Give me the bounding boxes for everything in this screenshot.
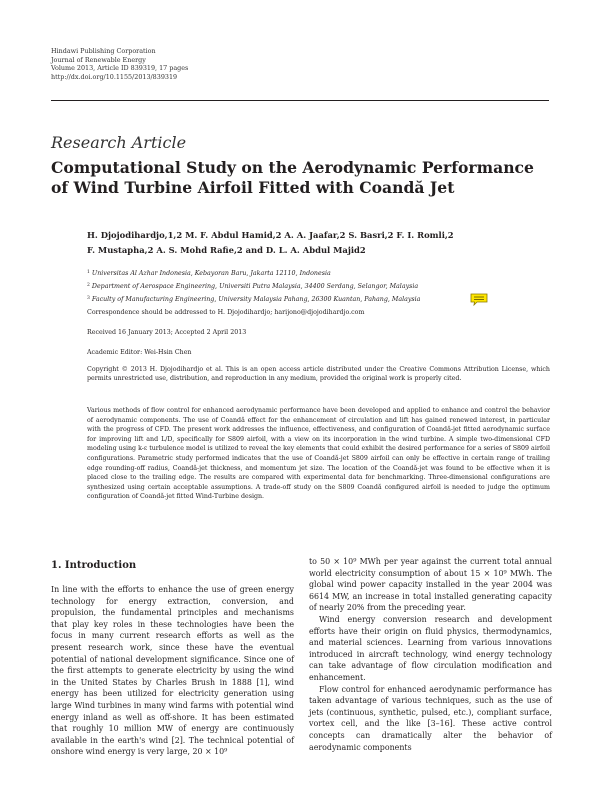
paragraph: In line with the efforts to enhance the use of green energy technology for energy extraction, conversion, and propulsion, the fundamental principles and mechanisms that play key roles in these technologies have been the focus in many current research efforts as well as the present research work, since these have the eventual potential of national development significance. Since one of the first attempts to generate electricity by using the wind in the United States by Charles Brush in 1888 [1], wind energy has been utilized for electricity generation using large Wind turbines in many wind farms with potential wind energy inland as well as off-shore. It has been estimated that roughly 10 million MW of energy are continuously available in the earth's wind [2]. The technical potential of onshore wind energy is very large, 20 × 10⁹ (51, 585, 294, 757)
paragraph: to 50 × 10⁹ MWh per year against the current total annual world electricity consumption of about 15 × 10⁹ MWh. The global wind power capacity installed in the year 2004 was 6614 MW, an increase in total installed generating capacity of nearly 20% from the preceding year. (309, 557, 552, 613)
paragraph: Wind energy conversion research and development efforts have their origin on fluid physics, thermodynamics, and material sciences. Learning from various innovations introduced in aircraft technology, wind energy technology can take advantage of flow circulation modification and enhancement. (309, 614, 552, 682)
received-date: Received 16 January 2013; Accepted 2 April 2013 (87, 329, 247, 336)
comment-annotation-icon[interactable] (470, 293, 488, 306)
body-column-right (309, 556, 552, 753)
header-divider (51, 100, 549, 101)
affiliation-item: $^1$ Universitas Al Azhar Indonesia, Kebayoran Baru, Jakarta 12110, Indonesia (87, 270, 331, 277)
academic-editor: Academic Editor: Wei-Hsin Chen (87, 349, 192, 356)
doi-link[interactable]: http://dx.doi.org/10.1155/2013/839319 (51, 72, 178, 81)
journal-masthead (51, 47, 188, 81)
article-type: Research Article (51, 133, 187, 152)
abstract: Various methods of flow control for enhanced aerodynamic performance have been developed and applied to enhance and control the behavior of aerodynamic components. The use of Coandă effect for the enhancement of circulation and lift has gained renewed interest, in particular with the progress of CFD. The present work addresses the influence, effectiveness, and configuration of Coandă-jet fitted aerodynamic surface for improving lift and L/D, specifically for S809 airfoil, with a view on its incorporation in the wind turbine. A simple two-dimensional CFD modeling using k-ε turbulence model is utilized to reveal the key elements that could exhibit the desired performance for a series of S809 airfoil configurations. Parametric study performed indicates that the use of Coandă-jet S809 airfoil can only be effective in certain range of trailing edge rounding-off radius, Coandă-jet thickness, and momentum jet size. The location of the Coandă-jet was found to be effective when it is placed close to the trailing edge. The results are compared with experimental data for benchmarking. Three-dimensional configurations are synthesized using certain acceptable assumptions. A trade-off study on the S809 Coandă configured airfoil is needed to judge the optimum configuration of Coandă-jet fitted Wind-Turbine design. (87, 407, 550, 501)
paper-title: Computational Study on the Aerodynamic Performance of Wind Turbine Airfoil Fitted with Coandă Jet (51, 158, 534, 197)
correspondence: Correspondence should be addressed to H. Djojodihardjo; harijono@djojodihardjo.com (87, 309, 365, 316)
affiliation-item: $^3$ Faculty of Manufacturing Engineering, University Malaysia Pahang, 26300 Kuantan, Pahang, Malaysia (87, 296, 421, 303)
publisher-name: Hindawi Publishing Corporation (51, 47, 156, 55)
author-line-2: F. Mustapha,2 A. S. Mohd Rafie,2 and D. L. A. Abdul Majid2 (87, 245, 366, 255)
paragraph: Flow control for enhanced aerodynamic performance has taken advantage of various techniques, such as the use of jets (continuous, synthetic, pulsed, etc.), compliant surface, vortex cell, and the like [3–16]. These active control concepts can dramatically alter the behavior of aerodynamic components (309, 684, 552, 752)
author-list (87, 228, 557, 258)
journal-name: Journal of Renewable Energy (51, 55, 146, 64)
section-heading-introduction: 1. Introduction (51, 560, 137, 571)
affiliation-item: $^2$ Department of Aerospace Engineering, Universiti Putra Malaysia, 34400 Serdang, Selangor, Malaysia (87, 283, 419, 290)
author-line-1: H. Djojodihardjo,1,2 M. F. Abdul Hamid,2 A. A. Jaafar,2 S. Basri,2 F. I. Romli,2 (87, 230, 454, 240)
body-column-left (51, 584, 294, 758)
copyright-notice: Copyright © 2013 H. Djojodihardjo et al. This is an open access article distributed under the Creative Commons Attribution License, which permits unrestricted use, distribution, and reproduction in any medium, provided the original work is properly cited. (87, 366, 550, 383)
volume-info: Volume 2013, Article ID 839319, 17 pages (51, 64, 189, 73)
